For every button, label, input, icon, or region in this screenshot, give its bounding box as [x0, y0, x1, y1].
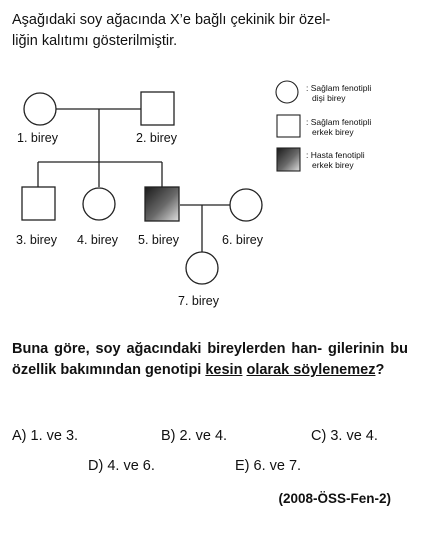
intro-line-1: Aşağıdaki soy ağacında X’e bağlı çekinik bir özel- [12, 12, 331, 28]
individual-7-label: 7. birey [178, 294, 219, 308]
pedigree-lines [38, 109, 230, 252]
question-emphasis-2: olarak söylenemez [246, 362, 376, 378]
individual-2-label: 2. birey [136, 131, 177, 145]
individual-4-label: 4. birey [77, 233, 118, 247]
individual-6-label: 6. birey [222, 233, 263, 247]
legend-male-affected-icon [277, 148, 300, 171]
legend-male-normal-icon [277, 115, 300, 137]
question-part-2: gilerinin bu özellik bakımından genotipi [12, 341, 409, 378]
intro-line-2: liğin kalıtımı gösterilmiştir. [12, 33, 178, 49]
individual-5-label: 5. birey [138, 233, 179, 247]
individual-5-symbol [145, 187, 179, 221]
option-a[interactable]: A) 1. ve 3. [12, 428, 79, 444]
legend-female-normal-text-2: dişi birey [312, 93, 346, 103]
individual-6-symbol [230, 189, 262, 221]
option-d[interactable]: D) 4. ve 6. [88, 458, 155, 474]
option-e[interactable]: E) 6. ve 7. [235, 458, 302, 474]
question-end: ? [375, 362, 385, 378]
legend-female-normal-icon [276, 81, 298, 103]
option-c[interactable]: C) 3. ve 4. [311, 428, 378, 444]
legend [276, 81, 371, 171]
source-label: (2008-ÖSS-Fen-2) [278, 491, 391, 506]
question-text [12, 339, 408, 381]
individual-4-symbol [83, 188, 115, 220]
option-b[interactable]: B) 2. ve 4. [161, 428, 228, 444]
legend-female-normal-text-1: : Sağlam fenotipli [306, 83, 372, 93]
individual-7-symbol [186, 252, 218, 284]
question-emphasis-1: kesin [205, 362, 243, 378]
individual-2-symbol [141, 92, 174, 125]
legend-male-normal-text-1: : Sağlam fenotipli [306, 117, 372, 127]
individual-1-label: 1. birey [17, 131, 58, 145]
question-part-1: Buna göre, soy ağacındaki bireylerden han- [12, 341, 323, 357]
individual-1-symbol [24, 93, 56, 125]
individual-3-label: 3. birey [16, 233, 57, 247]
legend-male-affected-text-2: erkek birey [312, 160, 354, 170]
legend-male-normal-text-2: erkek birey [312, 127, 354, 137]
individual-3-symbol [22, 187, 55, 220]
legend-male-affected-text-1: : Hasta fenotipli [306, 150, 365, 160]
